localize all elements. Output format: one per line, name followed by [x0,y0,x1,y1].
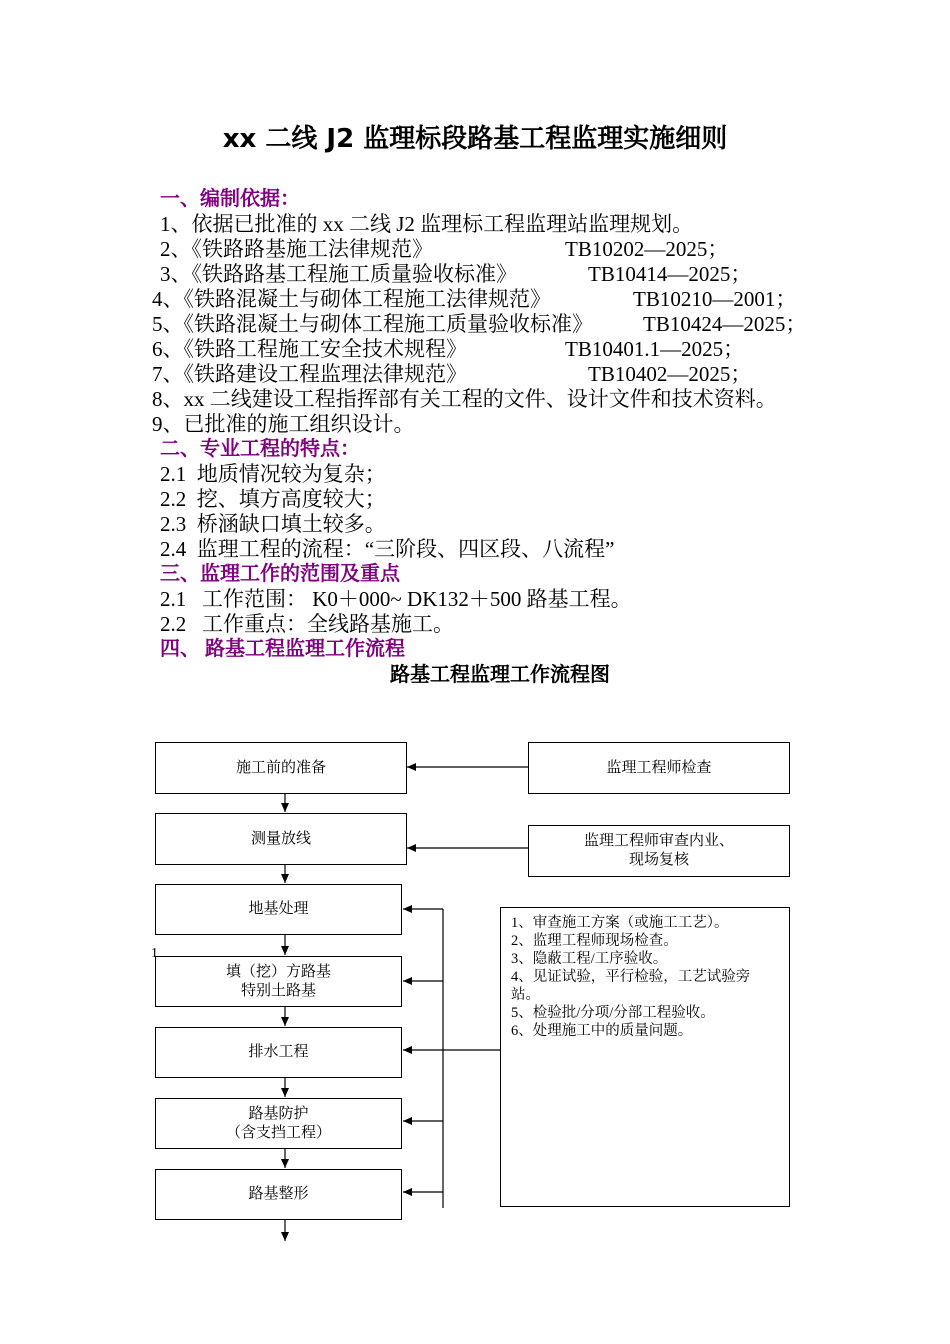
note-item: 5、检验批/分项/分部工程验收。 [511,1005,715,1021]
section2-heading: 二、专业工程的特点： [160,438,360,460]
section4-heading: 四、 路基工程监理工作流程 [160,638,405,660]
flow-step-fill-cut: 填（挖）方路基 特别土路基 [155,956,402,1007]
feature-item-4: 2.4 监理工程的流程：“三阶段、四区段、八流程” [160,537,615,561]
basis-item-1: 1、依据已批准的 xx 二线 J2 监理标工程监理站监理规划。 [160,212,694,236]
flow-step-foundation: 地基处理 [155,884,402,935]
scope-item-1: 2.1 工作范围： K0＋000~ DK132＋500 路基工程。 [160,587,632,611]
document-title: xx 二线 J2 监理标段路基工程监理实施细则 [222,124,728,154]
basis-item-2: 2、《铁路路基施工法律规范》 [160,237,433,261]
basis-item-3: 3、《铁路路基工程施工质量验收标准》 [160,262,517,286]
basis-item-2-code: TB10202—2025； [565,237,729,261]
basis-item-7-code: TB10402—2025； [588,362,752,386]
note-item: 3、隐蔽工程/工序验收。 [511,951,668,967]
basis-item-6-code: TB10401.1—2025； [565,337,745,361]
basis-item-8: 8、xx 二线建设工程指挥部有关工程的文件、设计文件和技术资料。 [152,387,777,411]
flow-step-preparation: 施工前的准备 [155,742,407,794]
note-item: 4、见证试验，平行检验，工艺试验旁站。 [511,969,751,1003]
supervisor-review-box: 监理工程师审查内业、 现场复核 [528,825,790,877]
note-item: 1、审查施工方案（或施工工艺）。 [511,915,729,931]
feature-item-3: 2.3 桥涵缺口填土较多。 [160,512,386,536]
flow-step-shaping: 路基整形 [155,1169,402,1220]
flowchart-title: 路基工程监理工作流程图 [390,662,610,686]
feature-item-1: 2.1 地质情况较为复杂； [160,462,386,486]
note-item: 2、监理工程师现场检查。 [511,933,678,949]
basis-item-7: 7、《铁路建设工程监理法律规范》 [152,362,467,386]
basis-item-4: 4、《铁路混凝土与砌体工程施工法律规范》 [152,287,551,311]
note-item: 6、处理施工中的质量问题。 [511,1023,693,1039]
basis-item-5: 5、《铁路混凝土与砌体工程施工质量验收标准》 [152,312,593,336]
flow-step-drainage: 排水工程 [155,1027,402,1078]
basis-item-4-code: TB10210—2001； [633,287,797,311]
supervisor-check-box: 监理工程师检查 [528,742,790,794]
scope-item-2: 2.2 工作重点：全线路基施工。 [160,612,454,636]
section1-heading: 一、编制依据： [160,188,300,210]
stray-mark: 1 [151,946,158,961]
flow-step-survey: 测量放线 [155,813,407,865]
basis-item-3-code: TB10414—2025； [588,262,752,286]
feature-item-2: 2.2 挖、填方高度较大； [160,487,386,511]
basis-item-5-code: TB10424—2025； [643,312,807,336]
basis-item-9: 9、已批准的施工组织设计。 [152,412,415,436]
flow-step-protection: 路基防护 （含支挡工程） [155,1098,402,1149]
supervision-notes-box [500,907,790,1207]
section3-heading: 三、监理工作的范围及重点 [160,563,400,585]
basis-item-6: 6、《铁路工程施工安全技术规程》 [152,337,467,361]
